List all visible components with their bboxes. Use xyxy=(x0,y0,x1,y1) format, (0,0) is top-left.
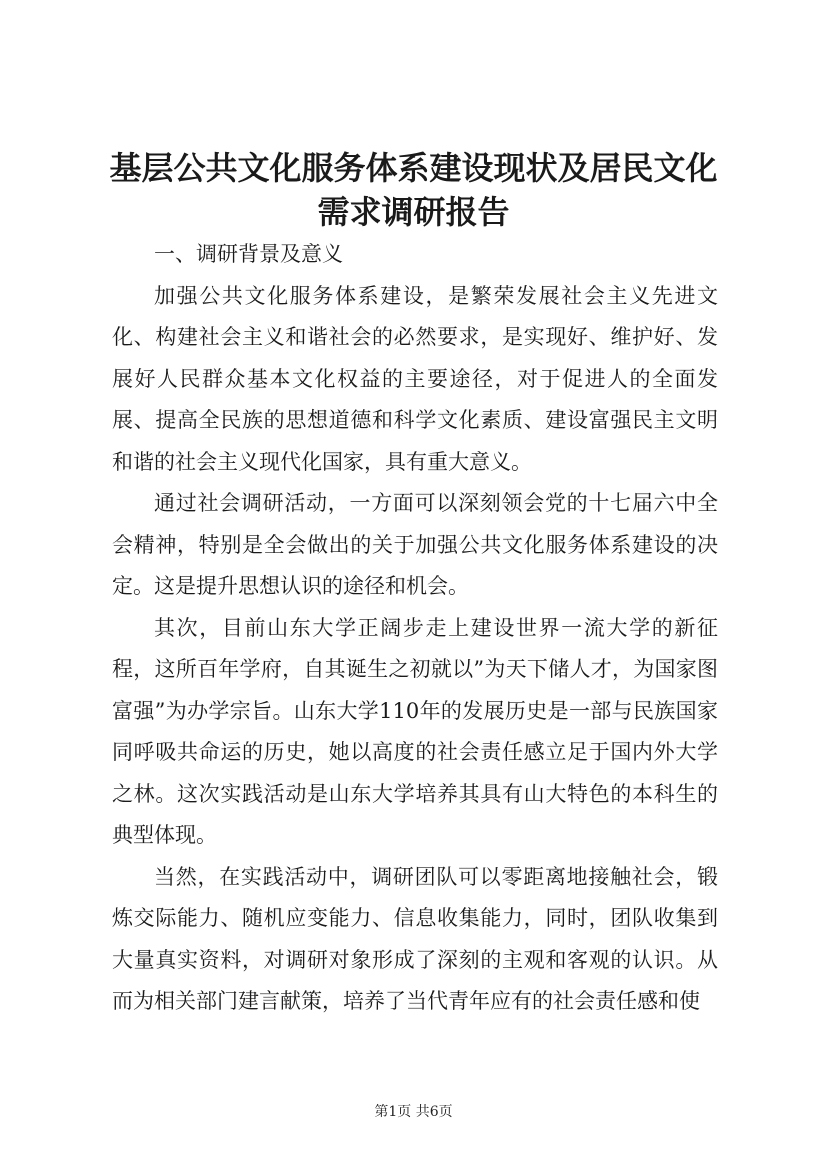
section-heading: 一、调研背景及意义 xyxy=(154,242,343,266)
document-title: 基层公共文化服务体系建设现状及居民文化需求调研报告 xyxy=(109,149,718,231)
document-body xyxy=(112,234,718,1023)
page-number-footer: 第1页 共6页 xyxy=(374,1104,453,1120)
paragraph: 其次，目前山东大学正阔步走上建设世界一流大学的新征程，这所百年学府，自其诞生之初就以”为天下储人才，为国家图富强”为办学宗旨。山东大学110年的发展历史是一部与民族国家同呼吸共命运的历史，她以高度的社会责任感立足于国内外大学之林。这次实践活动是山东大学培养其具有山大特色的本科生的典型体现。 xyxy=(112,615,718,847)
paragraph: 当然，在实践活动中，调研团队可以零距离地接触社会，锻炼交际能力、随机应变能力、信息收集能力，同时，团队收集到大量真实资料，对调研对象形成了深刻的主观和客观的认识。从而为相关部门建言献策，培养了当代青年应有的社会责任感和使 xyxy=(112,864,718,1013)
paragraph: 加强公共文化服务体系建设，是繁荣发展社会主义先进文化、构建社会主义和谐社会的必然要求，是实现好、维护好、发展好人民群众基本文化权益的主要途径，对于促进人的全面发展、提高全民族的思想道德和科学文化素质、建设富强民主文明和谐的社会主义现代化国家，具有重大意义。 xyxy=(112,283,718,474)
paragraph: 通过社会调研活动，一方面可以深刻领会党的十七届六中全会精神，特别是全会做出的关于加强公共文化服务体系建设的决定。这是提升思想认识的途径和机会。 xyxy=(112,491,718,598)
